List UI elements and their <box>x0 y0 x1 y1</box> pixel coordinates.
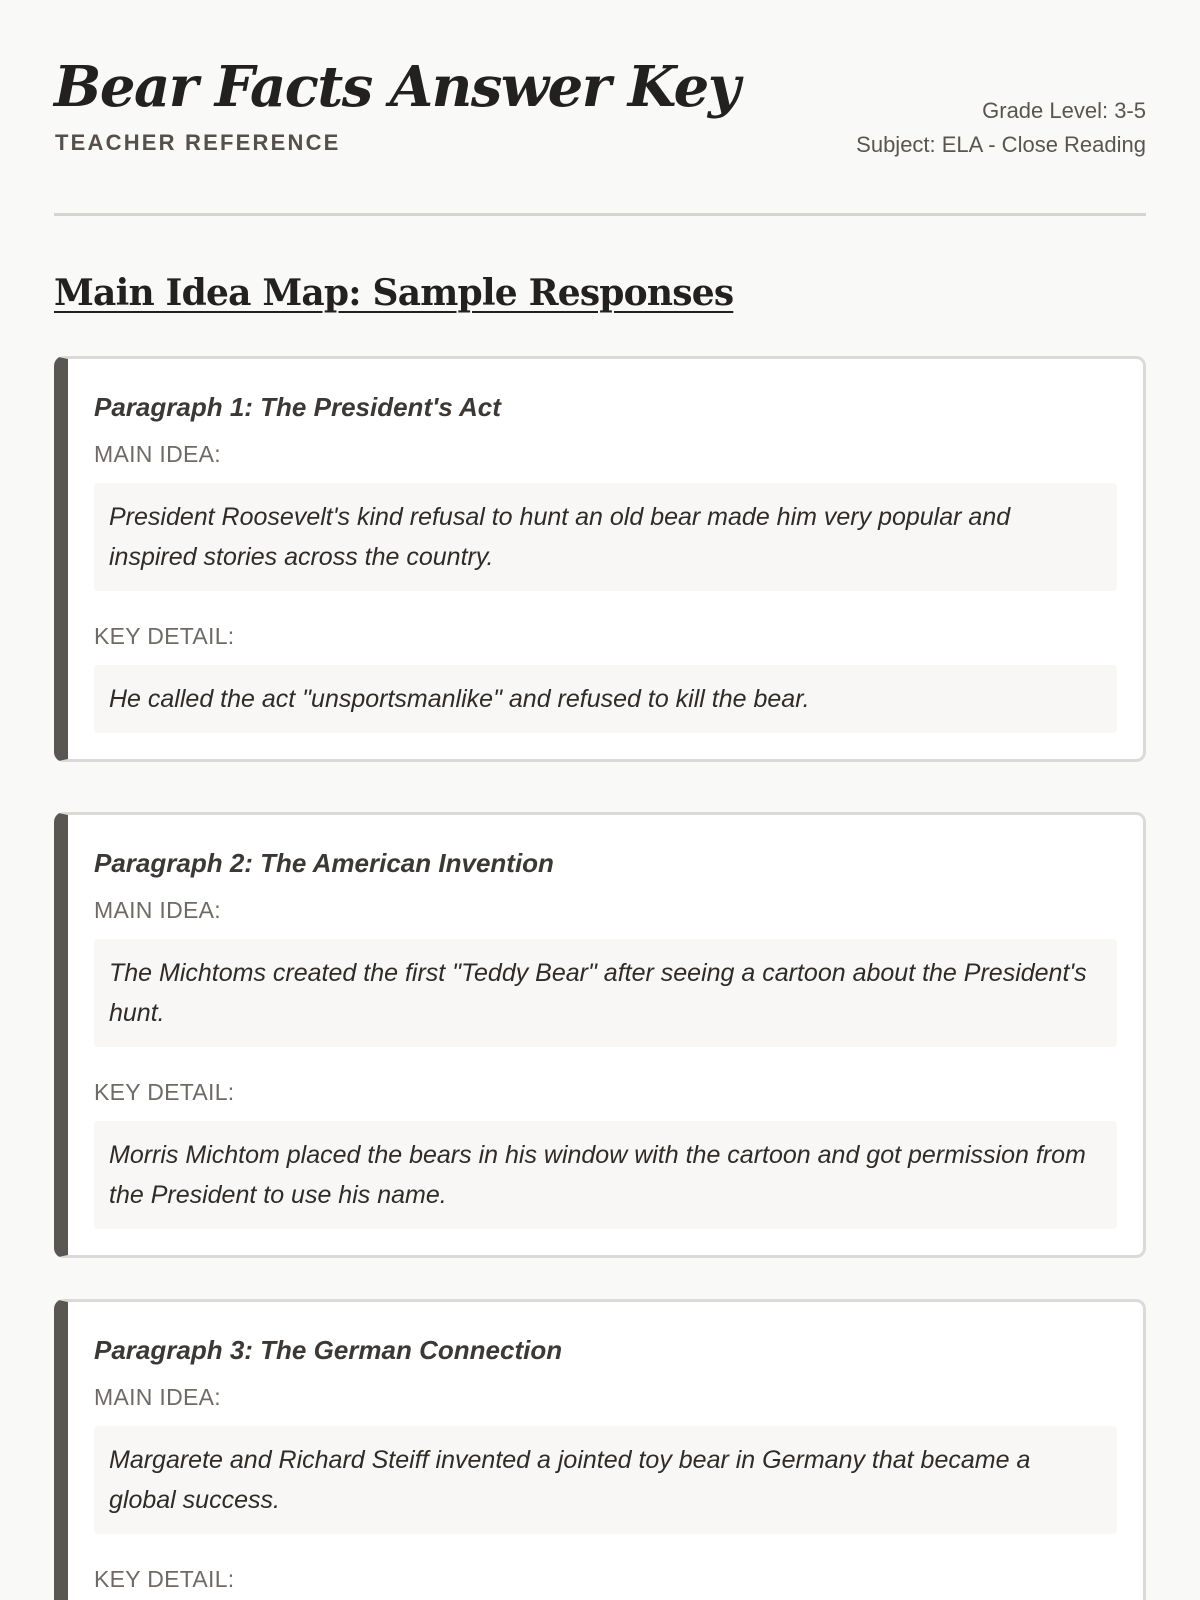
key-detail-label: KEY DETAIL: <box>94 1566 235 1592</box>
card-title: Paragraph 3: The German Connection <box>94 1335 563 1365</box>
grade-level: Grade Level: 3-5 <box>982 98 1146 123</box>
card-title: Paragraph 1: The President's Act <box>94 392 501 422</box>
paragraph-card-3 <box>54 1299 1146 1600</box>
key-detail-label: KEY DETAIL: <box>94 623 235 649</box>
main-idea-label: MAIN IDEA: <box>94 897 221 923</box>
paragraph-card-2 <box>54 812 1146 1258</box>
main-idea-response: Margarete and Richard Steiff invented a jointed toy bear in Germany that became a global success. <box>94 1426 1117 1534</box>
subject: Subject: ELA - Close Reading <box>856 132 1146 157</box>
document-header <box>54 0 1146 216</box>
card-title: Paragraph 2: The American Invention <box>94 848 554 878</box>
main-idea-response: The Michtoms created the first "Teddy Bear" after seeing a cartoon about the President's hunt. <box>94 939 1117 1047</box>
main-idea-label: MAIN IDEA: <box>94 441 221 467</box>
key-detail-label: KEY DETAIL: <box>94 1079 235 1105</box>
document-subtitle: TEACHER REFERENCE <box>55 130 341 155</box>
key-detail-response: He called the act "unsportsmanlike" and refused to kill the bear. <box>94 665 1117 733</box>
paragraph-card-1 <box>54 356 1146 762</box>
main-idea-response: President Roosevelt's kind refusal to hunt an old bear made him very popular and inspired stories across the country. <box>94 483 1117 591</box>
main-idea-label: MAIN IDEA: <box>94 1384 221 1410</box>
document-title: Bear Facts Answer Key <box>54 54 739 120</box>
section-title: Main Idea Map: Sample Responses <box>54 272 734 314</box>
document-meta <box>856 94 1146 162</box>
key-detail-response: Morris Michtom placed the bears in his window with the cartoon and got permission from the President to use his name. <box>94 1121 1117 1229</box>
